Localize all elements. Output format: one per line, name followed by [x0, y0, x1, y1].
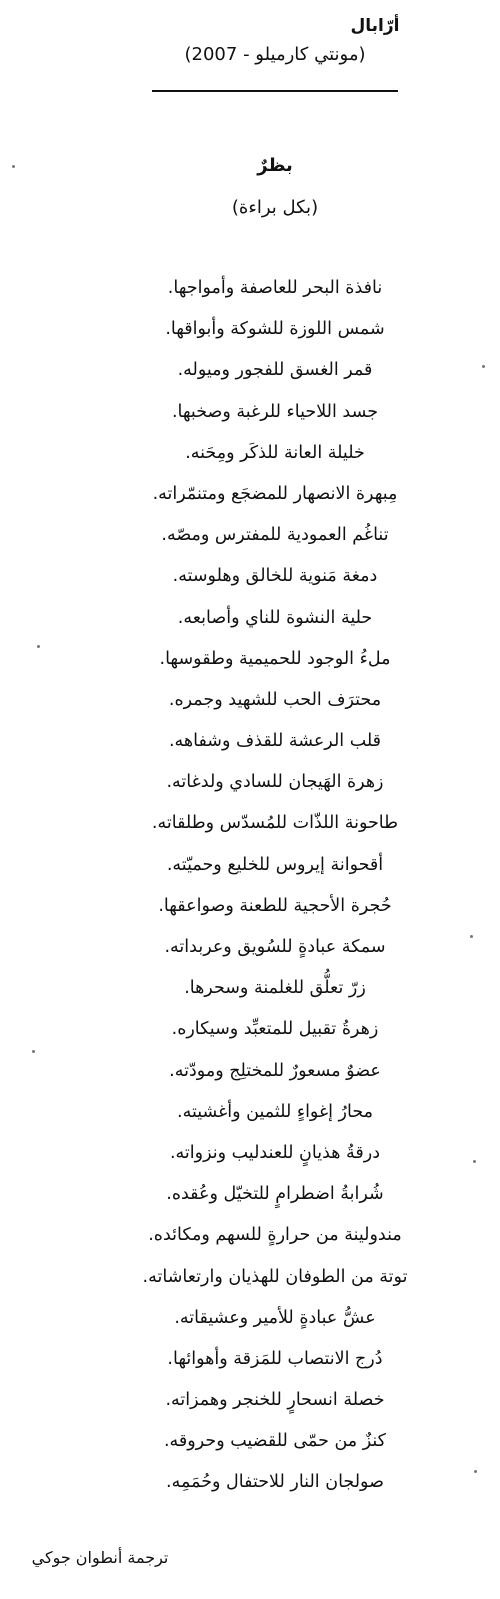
poem-line: سمكة عبادةٍ للسُويق وعربداته.: [164, 937, 386, 957]
poem-line: طاحونة اللذّات للمُسدّس وطلقاته.: [151, 813, 399, 834]
poem-body: [100, 268, 450, 1504]
poem-line: كنزٌ من حمّى للقضيب وحروقه.: [163, 1431, 387, 1452]
poem-line: أقحوانة إيروس للخليع وحميّته.: [166, 854, 384, 875]
poem-line: عضوٌ مسعورٌ للمختلِج ومودّته.: [169, 1060, 381, 1081]
poem-line: خليلة العانة للذكَر ومِحَنه.: [185, 442, 365, 463]
poem-line: دمغة مَنوية للخالق وهلوسته.: [172, 566, 378, 587]
poem-line: محارُ إغواءٍ للثمين وأغشيته.: [177, 1101, 373, 1122]
poem-line: شُرابةُ اضطرامٍ للتخيّل وعُقده.: [166, 1184, 384, 1205]
scan-speck: [12, 165, 15, 168]
poem-line: زهرةُ تقبيل للمتعبِّد وسيكاره.: [171, 1019, 379, 1040]
poem-line: نافذة البحر للعاصفة وأمواجها.: [167, 278, 383, 298]
divider: [152, 90, 398, 92]
poem-subtitle: (بكل براءة): [231, 197, 319, 218]
author-name: أرّابال: [350, 16, 400, 36]
poem-line: محترَف الحب للشهيد وجمره.: [168, 689, 382, 710]
poem-line: قلب الرعشة للقذف وشفاهه.: [168, 731, 382, 752]
poem-line: دُرج الانتصاب للمَزقة وأهوائها.: [167, 1348, 383, 1369]
poem-line: ملءُ الوجود للحميمية وطقوسها.: [159, 648, 391, 669]
poem-line: حُجرة الأحجية للطعنة وصواعقها.: [158, 895, 392, 916]
poem-line: حلية النشوة للناي وأصابعه.: [177, 607, 373, 628]
poem-line: خصلة انسحارٍ للخنجر وهمزاته.: [165, 1390, 385, 1411]
poem-line: شمس اللوزة للشوكة وأبواقها.: [165, 319, 385, 340]
scan-speck: [37, 645, 40, 648]
poem-line: قمر الغسق للفجور وميوله.: [177, 360, 373, 381]
scan-speck: [32, 1050, 35, 1053]
scan-speck: [473, 1160, 476, 1163]
poem-line: مندولينة من حرارةٍ للسهم ومكائده.: [148, 1225, 402, 1246]
scan-speck: [470, 935, 473, 938]
scan-speck: [474, 1470, 477, 1473]
scan-speck: [482, 365, 485, 368]
poem-line: توتة من الطوفان للهذيان وارتعاشاته.: [142, 1266, 408, 1287]
poem-line: جسد اللاحياء للرغبة وصخبها.: [171, 401, 379, 422]
poem-line: عشُّ عبادةٍ للأمير وعشيقاته.: [174, 1307, 376, 1328]
poem-line: زرّ تعلُّق للغلمنة وسحرها.: [184, 978, 366, 999]
source-line: (مونتي كارميلو - 2007): [184, 44, 366, 65]
poem-line: تناغُم العمودية للمفترس ومصّه.: [161, 525, 389, 546]
translator-credit: ترجمة أنطوان جوكي: [31, 1548, 169, 1567]
poem-title: بظرٌ: [257, 155, 293, 176]
poem-line: درقةُ هذيانٍ للعندليب ونزواته.: [169, 1142, 381, 1163]
poem-line: صولجان النار للاحتفال وحُمَمِه.: [166, 1472, 384, 1493]
poem-line: زهرة الهَيجان للسادي ولدغاته.: [166, 772, 384, 793]
poem-line: مِبهرة الانصهار للمضجَع ومتنمّراته.: [152, 483, 398, 504]
